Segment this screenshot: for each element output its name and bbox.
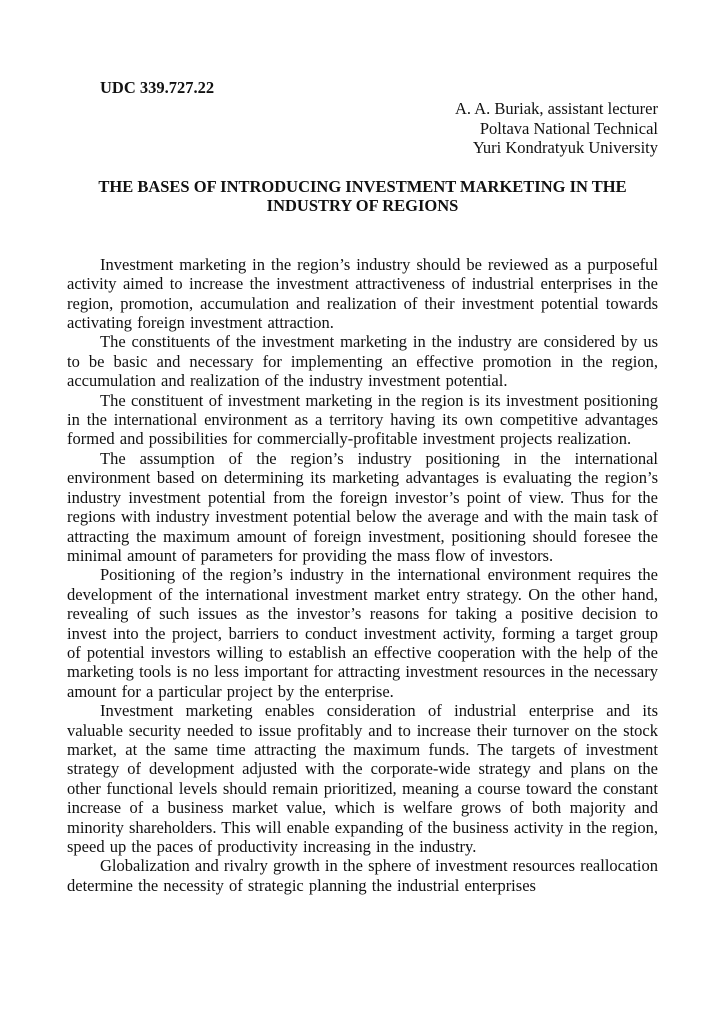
paragraph-3: The constituent of investment marketing in the region is its investment positioning in the international environment as a territory having its own competitive advantages formed and possibilities for commercially-profitable investment projects realization. (67, 390, 658, 449)
paragraph-7: Globalization and rivalry growth in the sphere of investment resources reallocation determine the necessity of strategic planning the industrial enterprises (67, 856, 658, 895)
affiliation-line-2: Yuri Kondratyuk University (472, 138, 658, 158)
paper-title: THE BASES OF INTRODUCING INVESTMENT MARKETING IN THE INDUSTRY OF REGIONS (98, 176, 627, 216)
paper-body (67, 255, 658, 895)
paragraph-5: Positioning of the region’s industry in the international environment requires the development of the international investment market entry strategy. On the other hand, revealing of such issues as the investor’s reasons for taking a positive decision to invest into the project, barriers to conduct investment activity, forming a target group of potential investors willing to establish an effective cooperation with the help of the marketing tools is no less important for attracting investment resources in the necessary amount for a particular project by the enterprise. (67, 565, 658, 701)
author-line: A. A. Buriak, assistant lecturer (455, 99, 658, 119)
author-block (67, 99, 658, 157)
paragraph-4: The assumption of the region’s industry positioning in the international environment based on determining its marketing advantages is evaluating the region’s industry investment potential from the foreign investor’s point of view. Thus for the regions with industry investment potential below the average and with the main task of attracting the maximum amount of foreign investment, positioning should foresee the minimal amount of parameters for providing the mass flow of investors. (67, 448, 658, 565)
affiliation-line-1: Poltava National Technical (479, 118, 658, 138)
paragraph-1: Investment marketing in the region’s industry should be reviewed as a purposeful activity aimed to increase the investment attractiveness of industrial enterprises in the region, promotion, accumulation and realization of their investment potential towards activating foreign investment attraction. (67, 254, 658, 333)
paragraph-2: The constituents of the investment marketing in the industry are considered by us to be basic and necessary for implementing an effective promotion in the region, accumulation and realization of the industry investment potential. (67, 332, 658, 391)
udc-code: UDC 339.727.22 (100, 78, 215, 97)
paragraph-6: Investment marketing enables consideration of industrial enterprise and its valuable security needed to issue profitably and to increase their turnover on the stock market, at the same time attracting the maximum funds. The targets of investment strategy of development adjusted with the corporate-wide strategy and plans on the other functional levels should remain prioritized, meaning a course toward the constant increase of a business market value, which is welfare grows of both majority and minority shareholders. This will enable expanding of the business activity in the region, speed up the paces of productivity increasing in the industry. (67, 701, 658, 856)
